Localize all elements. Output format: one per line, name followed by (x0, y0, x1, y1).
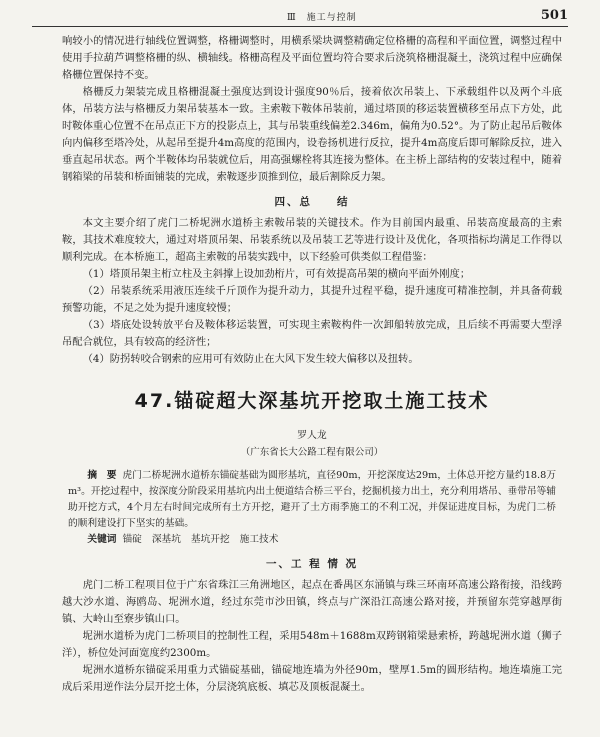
overview-paragraph: 虎门二桥工程项目位于广东省珠江三角洲地区，起点在番禺区东涌镇与珠三环南环高速公路衔接，沿线跨越大沙水道、海鸥岛、坭洲水道，经过东莞市沙田镇，终点与广深沿江高速公路对接，并预留东莞穿越厚街镇、大岭山至寮步镇山口。 (62, 579, 562, 625)
abstract (62, 468, 562, 532)
abstract-label: 摘 要 (87, 470, 117, 481)
keyword: 深基坑 (151, 534, 181, 545)
article-author: 罗人龙 (297, 430, 327, 441)
page-body (62, 33, 562, 696)
continued-paragraph: 响较小的情况进行轴线位置调整，格栅调整时，用横系梁块调整精确定位格栅的高程和平面位置，调整过程中使用手拉葫芦调整格栅的纵、横轴线。格栅高程及平面位置均符合要求后浇筑格栅混凝土，浇筑过程中应确保格栅位置保持不变。 (62, 35, 562, 81)
keyword: 施工技术 (239, 534, 279, 545)
keyword: 基坑开挖 (190, 534, 230, 545)
keywords-label: 关键词 (87, 534, 117, 545)
keywords (62, 532, 562, 548)
overview-paragraph: 坭洲水道桥为虎门二桥项目的控制性工程，采用548m＋1688m双跨钢箱梁悬索桥，跨越坭洲水道（狮子洋），桥位处河面宽度约2300m。 (62, 630, 562, 659)
conclusion-item: （1）塔顶吊架主桁立柱及主斜撑上设加劲桁片，可有效提高吊架的横向平面外刚度； (82, 268, 471, 280)
conclusion-item: （2）吊装系统采用液压连续千斤顶作为提升动力，其提升过程平稳，提升速度可精准控制，并具备荷载预警功能，不足之处为提升速度较慢； (62, 285, 562, 314)
article-title: 47.锚碇超大深基坑开挖取土施工技术 (134, 390, 490, 412)
conclusion-item: （4）防拐转咬合钢索的应用可有效防止在大风下发生较大偏移以及扭转。 (82, 353, 419, 365)
page-header (32, 8, 568, 26)
abstract-text: 虎门二桥坭洲水道桥东锚碇基础为圆形基坑，直径90m，开挖深度达29m，土体总开挖方量约18.8万m³。开挖过程中，按深度分阶段采用基坑内出土便道结合桥三平台，挖掘机接力出土，充分利用塔吊、垂带吊等辅助开挖方式，4个月左右时间完成所有土方开挖，避开了土方雨季施工的不利工况，并保证进度目标，为虎门二桥的顺利建设打下坚实的基础。 (68, 470, 557, 529)
page-number: 501 (540, 8, 568, 23)
section-heading-overview: 一、工 程 情 况 (266, 558, 358, 570)
conclusion-intro: 本文主要介绍了虎门二桥坭洲水道桥主索鞍吊装的关键技术。作为目前国内最重、吊装高度最高的主索鞍，其技术难度较大，通过对塔顶吊架、吊装系统以及吊装工艺等进行设计及优化，各项指标均满足工作得以顺利完成。在本桥施工，超高主索鞍的吊装实践中，以下经验可供类似工程借鉴： (62, 217, 562, 263)
running-title: Ⅲ 施工与控制 (287, 13, 357, 23)
header-rule (32, 26, 568, 27)
conclusion-item: （3）塔底处设转放平台及鞍体移运装置，可实现主索鞍构件一次卸船转放完成，且后续不再需要大型浮吊配合就位，具有较高的经济性； (62, 319, 562, 348)
article-affiliation: （广东省长大公路工程有限公司） (240, 447, 384, 458)
overview-paragraph: 坭洲水道桥东锚碇采用重力式锚碇基础，锚碇地连墙为外径90m，壁厚1.5m的圆形结构。地连墙施工完成后采用逆作法分层开挖土体，分层浇筑底板、填芯及顶板混凝土。 (62, 664, 562, 693)
keyword: 锚碇 (122, 534, 142, 545)
section-heading-conclusion: 四、总 结 (274, 196, 350, 208)
paragraph-lifting: 格栅反力架装完成且格栅混凝土强度达到设计强度90％后，接着依次吊装上、下承载组件以及两个斗底体，吊装方法与格栅反力架吊装基本一致。主索鞍下鞍体吊装前，通过塔顶的移运装置横移至吊点下方处，此时鞍体重心位置不在吊点正下方的投影点上，其与吊装重线偏差2.346m，偏角为0.52°。为了防止起吊后鞍体向内偏移至塔冷处，从起吊至提升4m高度的范围内，设卷扬机进行反拉，提升4m高度后即可解除反拉，进入垂直起吊状态。两个半鞍体均吊装就位后，用高强螺栓将其连接为整体。在主桥上部结构的安装过程中，随着钢箱梁的吊装和桥面铺装的完成，索鞍逐步顶推到位，最后割除反力架。 (62, 86, 562, 183)
